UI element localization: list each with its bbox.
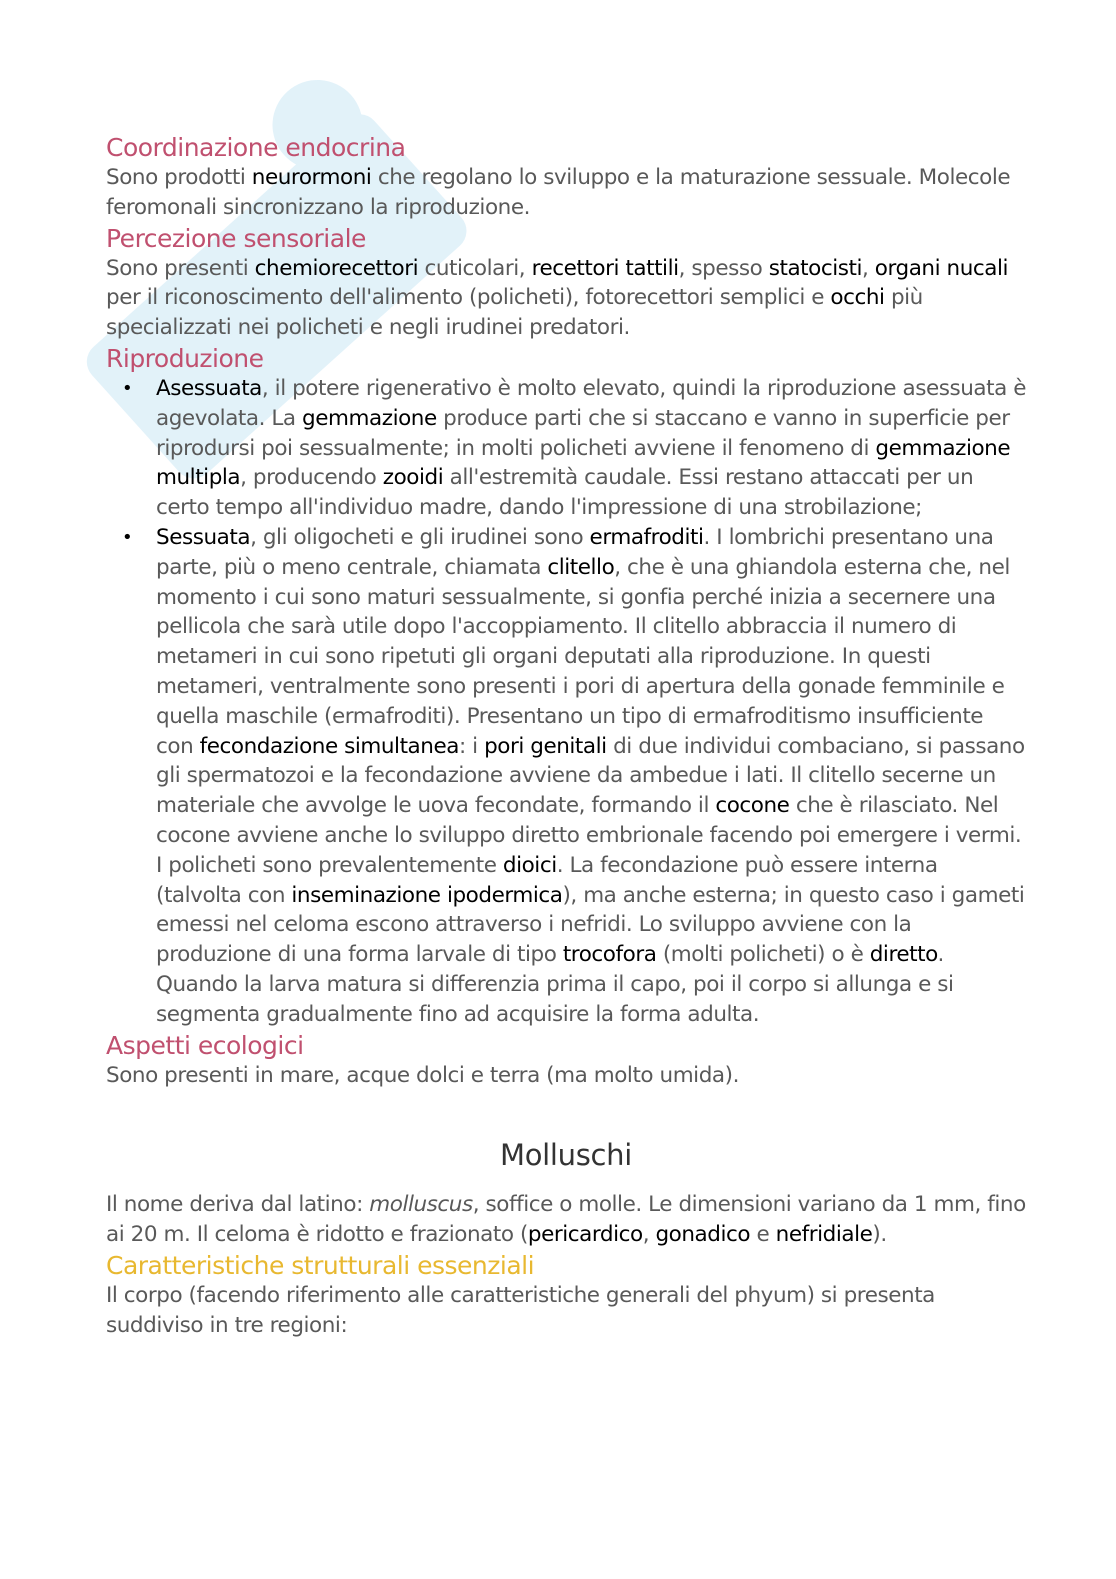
term: cocone (715, 793, 790, 819)
bullet-icon: • (122, 377, 133, 399)
term: diretto (869, 942, 938, 968)
term: trocofora (562, 942, 657, 968)
heading-coordinazione: Coordinazione endocrina (106, 133, 406, 162)
term: statocisti (768, 255, 863, 281)
term: zooidi (382, 465, 444, 491)
term: chemiorecettori (254, 255, 419, 281)
document-body (106, 132, 1026, 1341)
term: Asessuata (156, 375, 262, 401)
term: occhi (830, 285, 885, 311)
term: neurormoni (251, 165, 372, 190)
term: clitello (547, 554, 615, 580)
term: gonadico (655, 1222, 751, 1248)
term: organi nucali (874, 255, 1009, 281)
term: pericardico (527, 1222, 643, 1248)
term: inseminazione ipodermica (291, 882, 563, 908)
term: nefridiale (775, 1222, 873, 1248)
bullet-icon: • (122, 526, 133, 548)
term: dioici (502, 852, 557, 878)
list-item: • Sessuata, gli oligocheti e gli irudinei sono ermafroditi. I lombrichi presentano una parte, più o meno centrale, chiamata clitello, che è una ghiandola esterna che, nel momento i cui sono maturi sessualmente, si gonfia perché inizia a secernere una pellicola che sarà utile dopo l'accoppiamento. Il clitello abbraccia il numero di metameri in cui sono ripetuti gli organi deputati alla riproduzione. In questi metameri, ventralmente sono presenti i pori di apertura della gonade femminile e quella maschile (ermafroditi). Presentano un tipo di ermafroditismo insufficiente con fecondazione simultanea: i pori genitali di due individui combaciano, si passano gli spermatozoi e la fecondazione avviene da ambedue i lati. Il clitello secerne un materiale che avvolge le uova fecondate, formando il cocone che è rilasciato. Nel cocone avviene anche lo sviluppo diretto embrionale facendo poi emergere i vermi. I policheti sono prevalentemente dioici. La fecondazione può essere interna (talvolta con inseminazione ipodermica), ma anche esterna; in questo caso i gameti emessi nel celoma escono attraverso i nefridi. Lo sviluppo avviene con la produzione di una forma larvale di tipo trocofora (molti policheti) o è diretto. Quando la larva matura si differenzia prima il capo, poi il corpo si allunga e si segmenta gradualmente fino ad acquisire la forma adulta. (122, 524, 1025, 1027)
heading-caratteristiche: Caratteristiche strutturali essenziali (106, 1250, 535, 1280)
heading-riproduzione: Riproduzione (106, 343, 264, 373)
paragraph-molluschi: Il nome deriva dal latino: molluscus, soffice o molle. Le dimensioni variano da 1 mm, fino ai 20 m. Il celoma è ridotto e frazionato (pericardico, gonadico e nefridiale). (106, 1192, 1026, 1248)
term: ermafroditi (589, 524, 704, 550)
list-item: • Asessuata, il potere rigenerativo è molto elevato, quindi la riproduzione asessuata è agevolata. La gemmazione produce parti che si staccano e vanno in superficie per riprodursi poi sessualmente; in molti policheti avviene il fenomeno di gemmazione multipla, producendo zooidi all'estremità caudale. Essi restano attaccati per un certo tempo all'individuo madre, dando l'impressione di una strobilazione; (122, 375, 1026, 521)
term: fecondazione simultanea (199, 733, 459, 759)
section-title-molluschi: Molluschi (499, 1138, 633, 1173)
term: pori genitali (484, 733, 607, 759)
paragraph-ecologia: Sono presenti in mare, acque dolci e terra (ma molto umida). (106, 1062, 739, 1088)
paragraph-caratteristiche: Il corpo (facendo riferimento alle caratteristiche generali del phyum) si presenta suddiviso in tre regioni: (106, 1282, 935, 1338)
paragraph-percezione: Sono presenti chemiorecettori cuticolari, recettori tattili, spesso statocisti, organi nucali per il riconoscimento dell'alimento (policheti), fotorecettori semplici e occhi più specializzati nei policheti e negli irudinei predatori. (106, 255, 1009, 341)
term: recettori tattili (531, 255, 679, 281)
heading-ecologia: Aspetti ecologici (106, 1030, 304, 1060)
term: gemmazione multipla (156, 435, 1011, 491)
term: Sessuata (156, 524, 251, 550)
paragraph-coordinazione: Sono prodotti neurormoni che regolano lo sviluppo e la maturazione sessuale. Molecole feromonali sincronizzano la riproduzione. (106, 165, 1011, 220)
heading-percezione: Percezione sensoriale (106, 223, 366, 253)
term: gemmazione (302, 405, 437, 431)
riproduzione-list (106, 374, 1026, 1030)
